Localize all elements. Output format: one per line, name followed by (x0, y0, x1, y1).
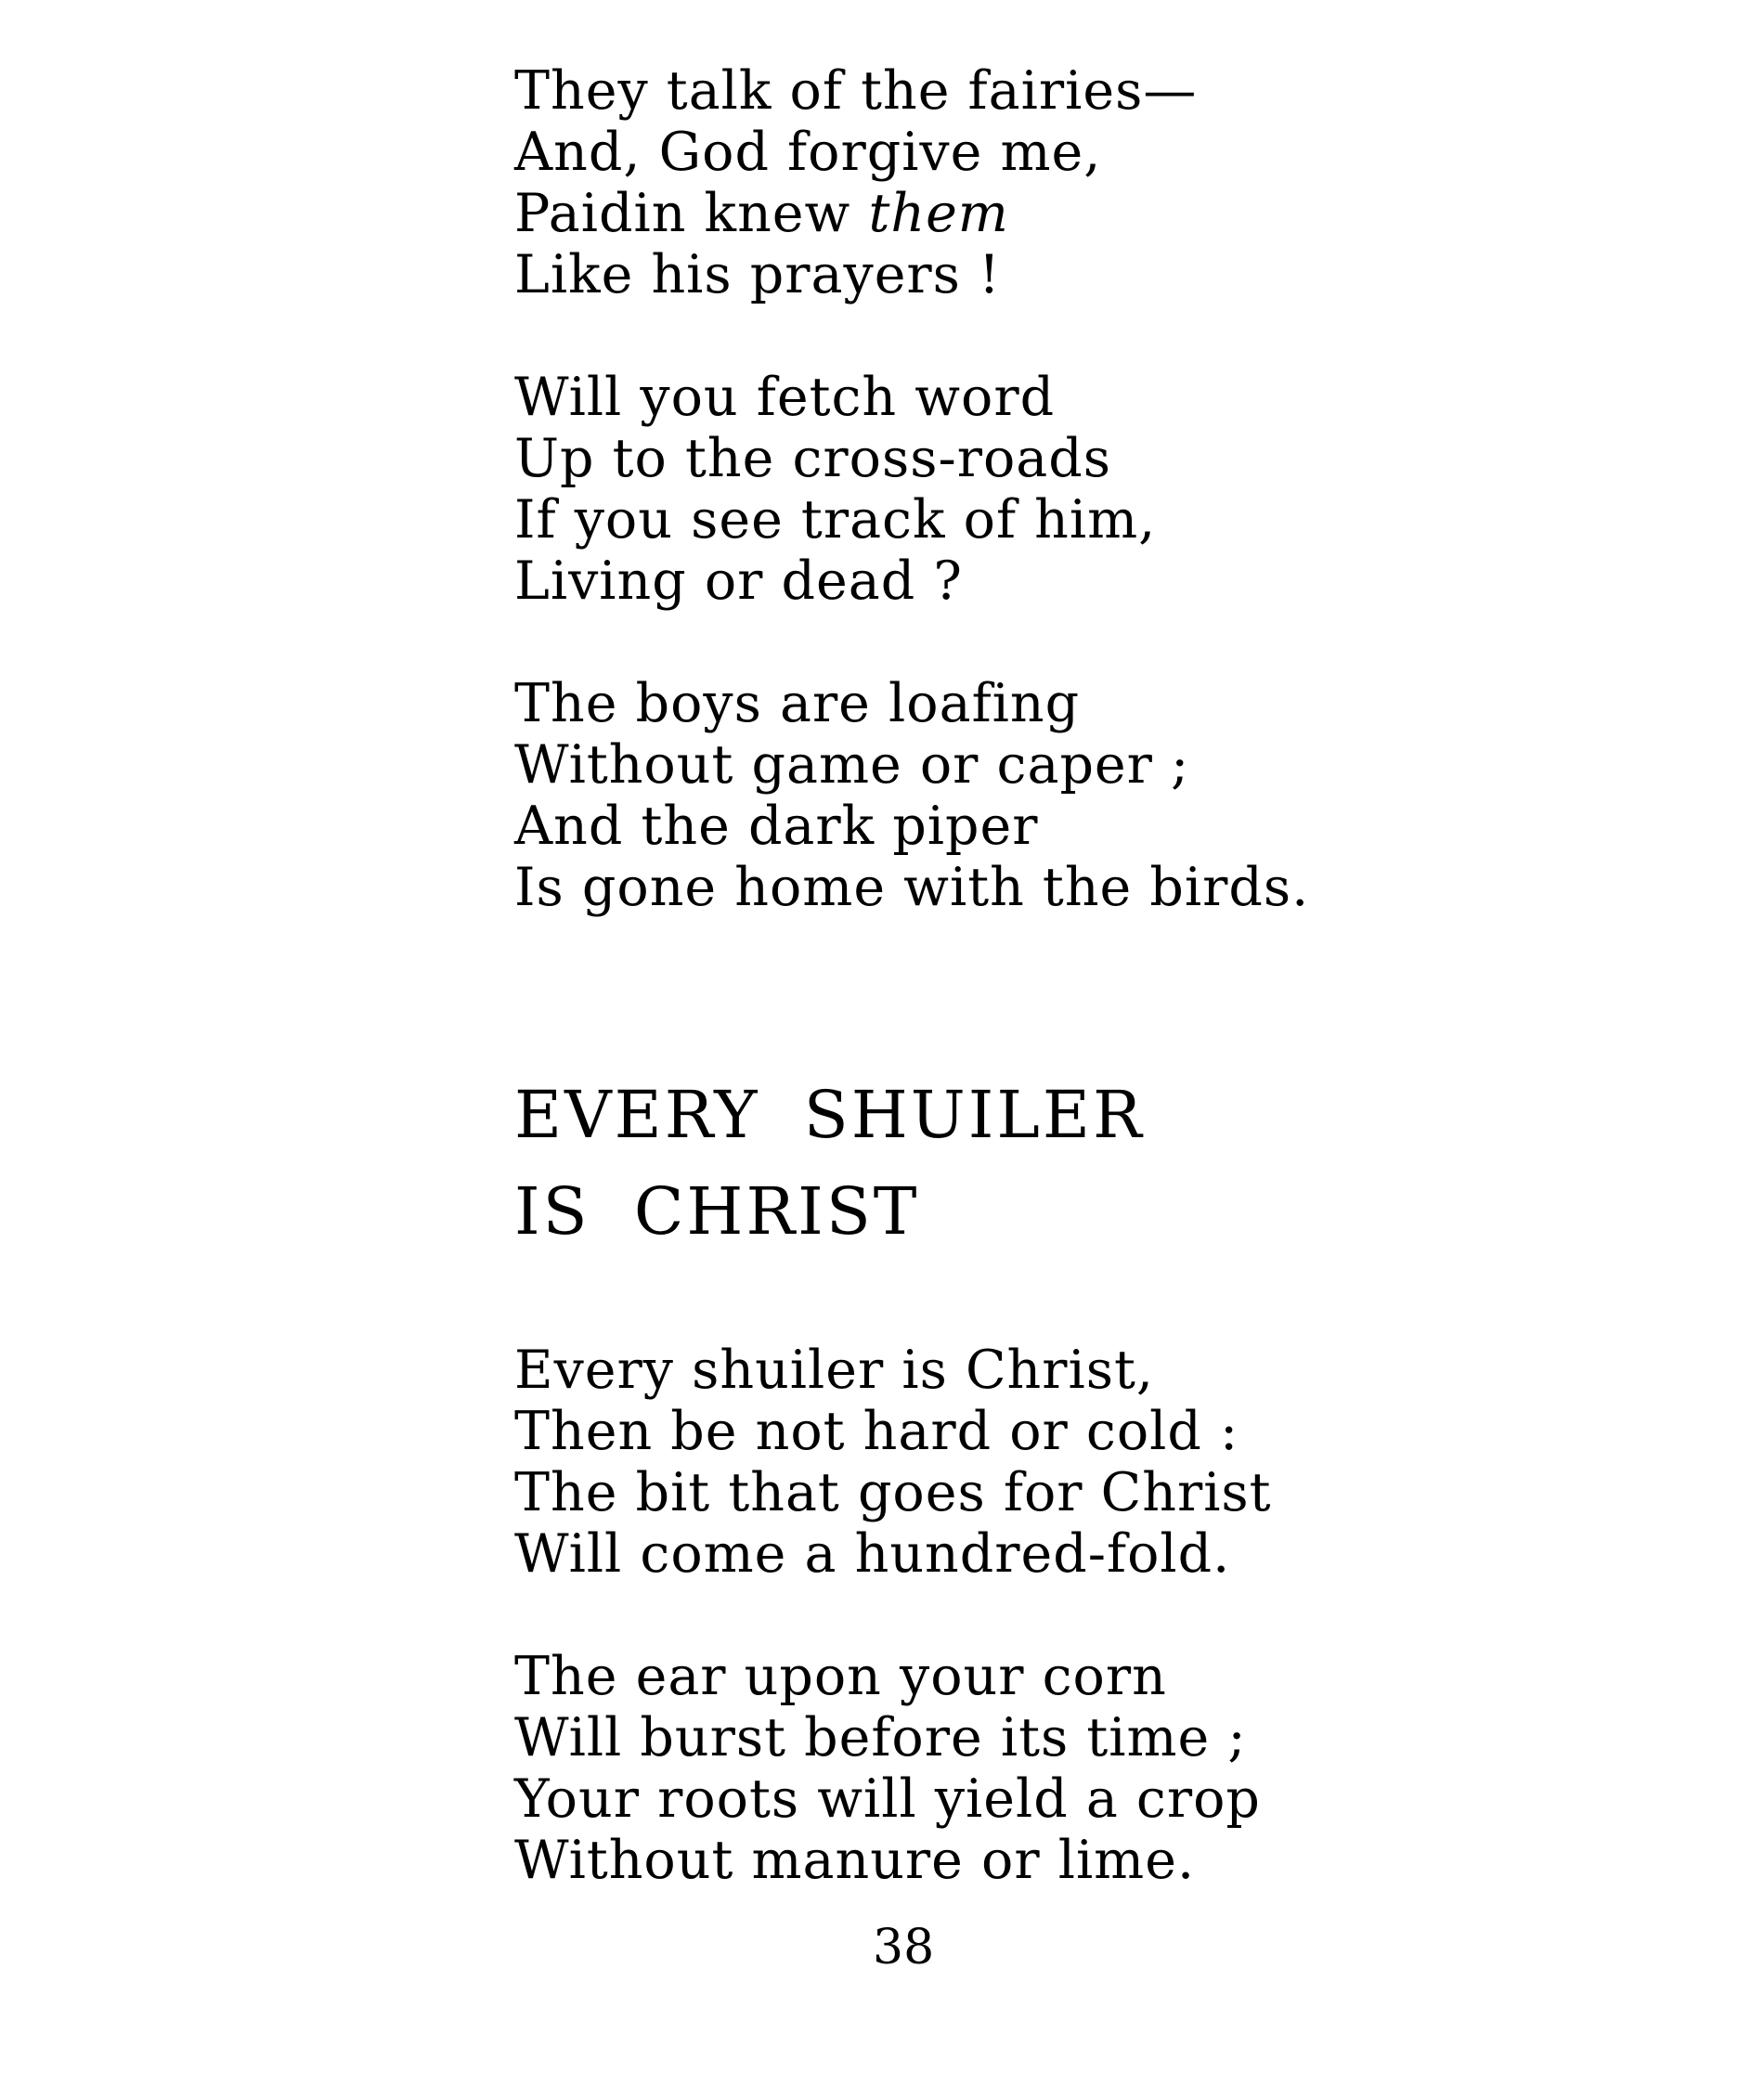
poem-line: The bit that goes for Christ (514, 1462, 1272, 1523)
poem2-stanza-1 (514, 1340, 1350, 1585)
poem-line: Without game or caper ; (514, 734, 1190, 796)
poem1-stanza-2 (514, 367, 1350, 612)
poem-line: And, God forgive me, (514, 122, 1102, 183)
poem-line: Every shuiler is Christ, (514, 1340, 1155, 1401)
poem-line: The boys are loafing (514, 673, 1081, 734)
poem-line: Like his prayers ! (514, 244, 1001, 305)
poem-line: The ear upon your corn (514, 1646, 1167, 1707)
italic-word: them (868, 183, 1009, 244)
poem-line: They talk of the fairies— (514, 60, 1198, 122)
poem-line: Is gone home with the birds. (514, 857, 1310, 918)
page-number: 38 (873, 1920, 935, 1975)
poem-line: And the dark piper (514, 796, 1039, 857)
poem-line: Living or dead ? (514, 550, 963, 612)
poem-line: Will burst before its time ; (514, 1707, 1247, 1768)
poem-line: Then be not hard or cold : (514, 1401, 1239, 1462)
poem-line: If you see track of him, (514, 489, 1157, 550)
poem-line: Your roots will yield a crop (514, 1768, 1261, 1830)
stanza-gap (514, 305, 1350, 367)
title-line: EVERY SHUILER (514, 1077, 1145, 1153)
poem-line: Without manure or lime. (514, 1830, 1196, 1891)
poem-line-with-italic (514, 183, 1350, 244)
poem-line-text: Paidin knew (514, 183, 851, 244)
stanza-gap (514, 1585, 1350, 1646)
poem2-title (514, 1067, 1350, 1260)
poem1-stanza-3 (514, 673, 1350, 918)
poem-line: Will come a hundred-fold. (514, 1523, 1231, 1585)
poem2-stanza-2 (514, 1646, 1350, 1891)
title-line: IS CHRIST (514, 1173, 920, 1250)
stanza-gap (514, 612, 1350, 673)
text-column (514, 60, 1350, 1891)
poem1-stanza-1 (514, 60, 1350, 305)
poem-line: Will you fetch word (514, 367, 1056, 428)
poem-line: Up to the cross-roads (514, 428, 1111, 489)
